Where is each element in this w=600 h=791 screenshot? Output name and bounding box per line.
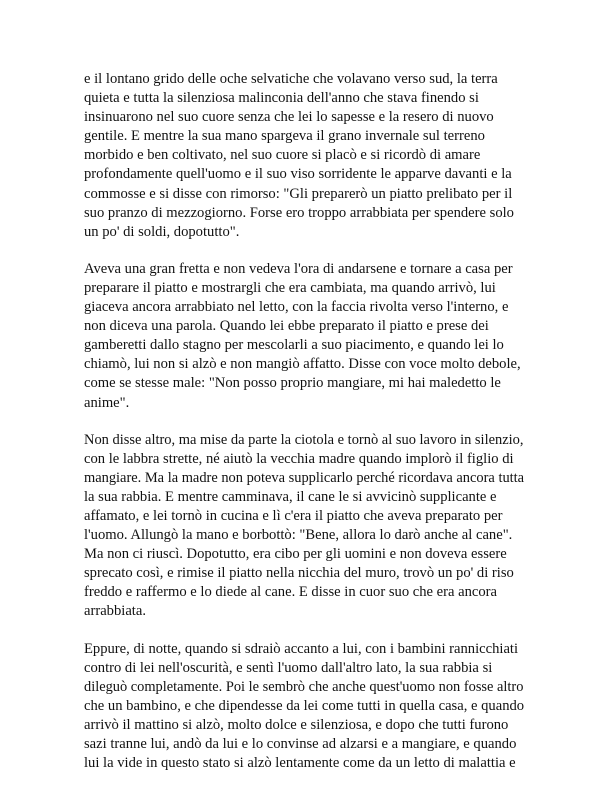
text-line: lui la vide in questo stato si alzò lentamente come da un letto di malattia e [84,755,516,772]
text-line: come se stesse male: "Non posso proprio mangiare, mi hai maledetto le [84,375,501,392]
text-line: morbido e ben coltivato, nel suo cuore si placò e si ricordò di amare [84,147,481,164]
text-line: dileguò completamente. Poi le sembrò che anche quest'uomo non fosse altro [84,678,524,695]
text-line: preparare il piatto e mostrargli che era cambiata, ma quando arrivò, lui [84,279,496,296]
text-line: gentile. E mentre la sua mano spargeva il grano invernale sul terreno [84,128,485,145]
text-line: arrivò il mattino si alzò, molto dolce e silenziosa, e dopo che tutti furono [84,716,509,733]
text-line: affamato, e lei tornò in cucina e lì c'era il piatto che aveva preparato per [84,507,503,524]
text-line: suo pranzo di mezzogiorno. Forse ero troppo arrabbiata per spendere solo [84,204,514,221]
paragraph [84,70,524,242]
text-line: quieta e tutta la silenziosa malinconia dell'anno che stava finendo si [84,90,479,107]
text-line: l'uomo. Allungò la mano e borbottò: "Bene, allora lo darò anche al cane". [84,527,513,544]
text-line: arrabbiata. [84,603,146,620]
text-line: contro di lei nell'oscurità, e sentì l'uomo dall'altro lato, la sua rabbia si [84,659,493,676]
body-text [84,70,524,791]
text-line: Ma non ci riuscì. Dopotutto, era cibo per gli uomini e non doveva essere [84,546,507,563]
paragraph [84,640,524,774]
paragraph [84,260,524,413]
text-line: la sua rabbia. E mentre camminava, il cane le si avvicinò supplicante e [84,488,497,505]
text-line: non diceva una parola. Quando lei ebbe preparato il piatto e prese dei [84,318,489,335]
text-line: giaceva ancora arrabbiato nel letto, con la faccia rivolta verso l'interno, e [84,299,509,316]
text-line: Aveva una gran fretta e non vedeva l'ora di andarsene e tornare a casa per [84,260,513,277]
text-line: commosse e si disse con rimorso: "Gli preparerò un piatto prelibato per il [84,185,513,202]
text-line: Eppure, di notte, quando si sdraiò accanto a lui, con i bambini rannicchiati [84,640,519,657]
paragraph [84,431,524,622]
text-line: che un bambino, e che dipendesse da lei come tutti in quella casa, e quando [84,697,525,714]
text-line: con le labbra strette, né aiutò la vecchia madre quando implorò il figlio di [84,450,514,467]
text-line: e il lontano grido delle oche selvatiche che volavano verso sud, la terra [84,71,498,87]
text-line: profondamente quell'uomo e il suo viso sorridente le apparve davanti e la [84,166,512,183]
text-line: gamberetti dallo stagno per mescolarli a suo piacimento, e quando lei lo [84,337,504,354]
text-line: sprecato così, e rimise il piatto nella nicchia del muro, trovò un po' di riso [84,565,514,582]
text-line: insinuarono nel suo cuore senza che lei lo sapesse e la resero di nuovo [84,109,494,126]
text-line: mangiare. Ma la madre non poteva supplicarlo perché ricordava ancora tutta [84,469,525,486]
text-line: un po' di soldi, dopotutto". [84,223,240,240]
text-line: anime". [84,394,130,411]
text-line: sazi tranne lui, andò da lui e lo convinse ad alzarsi e a mangiare, e quando [84,736,517,752]
text-line: freddo e raffermo e lo diede al cane. E disse in cuor suo che era ancora [84,584,498,601]
text-line: chiamò, lui non si alzò e non mangiò affatto. Disse con voce molto debole, [84,356,521,373]
text-line: Non disse altro, ma mise da parte la ciotola e tornò al suo lavoro in silenzio, [84,431,524,448]
